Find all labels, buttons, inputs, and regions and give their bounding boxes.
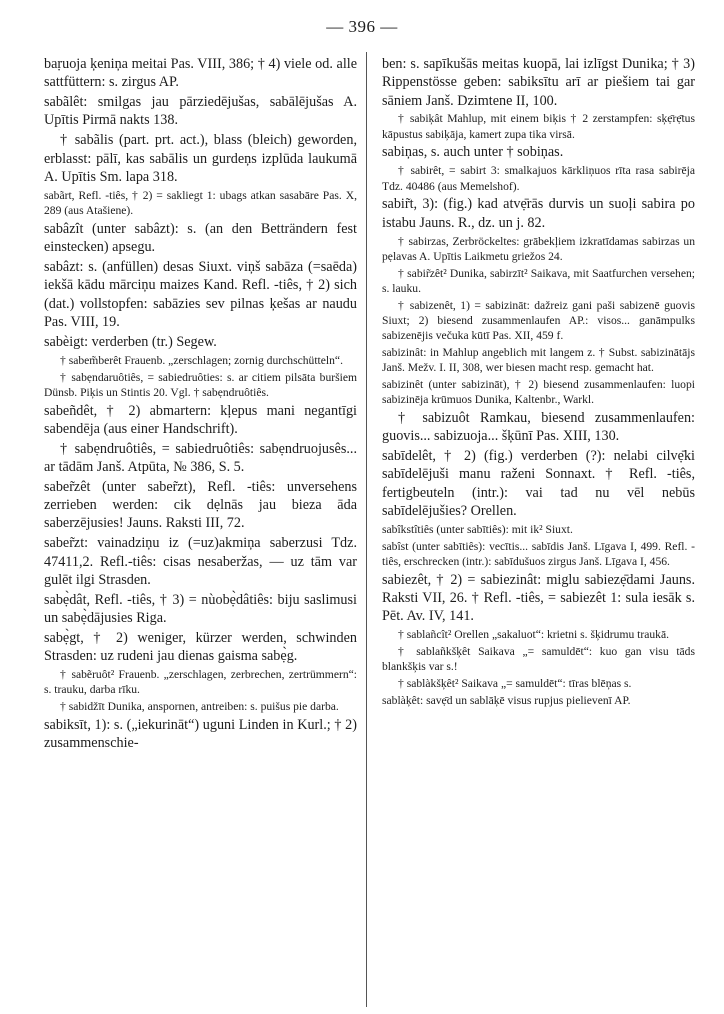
dictionary-entry: sabâzît (unter sabâzt): s. (an den Betträndern fest einstecken) apsegu. — [44, 220, 357, 256]
dictionary-entry: sabizinêt (unter sabizināt), † 2) biesend zusammenlaufen: luopi sabizinēja krūmuos Dunika, Kaltenbr., Warkl. — [382, 377, 695, 406]
dictionary-entry: sabiņas, s. auch unter † sobiņas. — [382, 144, 564, 161]
dictionary-entry: † sabem̃berêt Frauenb. „zerschlagen; zornig durchschütteln“. — [60, 353, 343, 367]
dictionary-entry: sabizinât: in Mahlup angeblich mit langem z. † Subst. sabizinātājs Janš. Mežv. I. II, 308, wer biesen macht resp. gemacht hat. — [382, 345, 695, 374]
dictionary-entry: baṛuoja ķeniņa meitai Pas. VIII, 386; † 4) viele od. alle sattfüttern: s. zirgus AP. — [44, 56, 357, 91]
dictionary-entry: † sabizenêt, 1) = sabizināt: dažreiz gani paši sabizenē guovis Siuxt; 2) biesend zusammenlaufen AP.: visos... ganāmpulks sabizenējis večuka kūtī Pas. XII, 459 f. — [382, 298, 695, 342]
dictionary-entry: saber̃zêt (unter saber̃zt), Refl. -tiês: unversehens zerrieben werden: cik dẹlnās jau bieza āda saberzējusies! Jauns. Raksti III, 72. — [44, 478, 357, 532]
page-number: — 396 — — [326, 17, 398, 36]
dictionary-entry: † sablañkšķêt Saikava „= samuldēt“: kuo gan visu tāds blankšķis var s.! — [382, 644, 695, 674]
dictionary-entry: sabãlêt: smilgas jau pārziedējušas, sabālējušas A. Upītis Pirmā nakts 138. — [44, 94, 357, 129]
left-column — [44, 55, 357, 754]
dictionary-entry: sabîkstîtiês (unter sabītiês): mit ik² Siuxt. — [382, 522, 573, 536]
dictionary-entry: ben: s. sapīkušās meitas kuopā, lai izlīgst Dunika; † 3) Rippenstösse geben: sabiksītu arī ar piešiem tai gar sāniem Janš. Dzimtene II, 100. — [382, 56, 695, 109]
dictionary-entry: † sabir̃zêt² Dunika, sabirzīt² Saikava, mit Saatfurchen versehen; s. lauku. — [382, 266, 695, 295]
dictionary-entry: saber̃zt: vainadziņu iz (=uz)akmiņa saberzusi Tdz. 47411,2. Refl.-tiês: cisas nesaberžas, — uz tām var gulēt ilgi Strasden. — [44, 535, 357, 588]
dictionary-entry: sabãrt, Refl. -tiês, † 2) = sakliegt 1: ubags atkan sasabāre Pas. X, 289 (aus Atašiene). — [44, 188, 357, 218]
dictionary-entry: † sabãlis (part. prt. act.), blass (bleich) geworden, erblasst: pālī, kas sabālis un gurdeņs izplūda laukumā A. Upītis Sm. lapa 318. — [44, 132, 357, 185]
dictionary-entry: † sablañcît² Orellen „sakaluot“: krietni s. šķidrumu traukā. — [398, 628, 670, 642]
dictionary-entry: sabiksīt, 1): s. („iekurināt“) uguni Linden in Kurl.; † 2) zusammenschie- — [44, 717, 357, 752]
dictionary-entry: † sabẽruôt² Frauenb. „zerschlagen, zerbrechen, zertrümmern“: s. trauku, darba rīku. — [44, 668, 357, 697]
dictionary-entry: sabâzt: s. (anfüllen) desas Siuxt. viņš sabāza (=saēda) iekšā kādu mārciņu maizes Kand. Refl. -tiês, † 2) sich (dat.) vollstopfen: sabāzies sev pilnas ķešas ar naudu Pas. VIII, 19. — [44, 259, 357, 330]
column-divider — [366, 52, 367, 1007]
dictionary-entry: † sablàkšķêt² Saikava „= samuldēt“: tīras blēņas s. — [398, 676, 632, 690]
dictionary-entry: † sabizuôt Ramkau, biesend zusammenlaufen: guovis... sabizuoja... šķūnī Pas. XIII, 130. — [382, 409, 695, 445]
dictionary-entry: sabẹ̀dât, Refl. -tiês, † 3) = nùobẹ̀dâtiês: biju saslimusi un sabẹ̀dājusies Riga. — [44, 591, 357, 627]
dictionary-entry: † sabiķât Mahlup, mit einem biķis † 2 zerstampfen: sķẹ̄rẹ̄tus kāpustus sabiķāja, kamert zupa tika virsā. — [382, 112, 695, 141]
dictionary-entry: sabèigt: verderben (tr.) Segew. — [44, 333, 217, 350]
dictionary-entry: sabīdelêt, † 2) (fig.) verderben (?): nelabi cilvẹ̄ki sabīdelējuši manu raženi Sonnaxt. † Refl. -tiês, fertigbeuteln (intr.): vai tad nu vēl nebūs sabīdelējušies? Orellen. — [382, 447, 695, 519]
dictionary-entry: † sabẹndruôtiês, = sabiedruôtiês: sabẹndruojusês... ar tādām Janš. Atpūta, № 386, S. 5. — [44, 440, 357, 475]
dictionary-entry: sabeñdêt, † 2) abmartern: kļepus mani negantīgi sabendēja (aus einer Handschrift). — [44, 402, 357, 437]
dictionary-entry: † sabẹndaruôtiês, = sabiedruôties: s. ar citiem pilsāta buršiem Dünsb. Piķis un Stintis 20. Vgl. † sabẹndruôtiês. — [44, 370, 357, 399]
dictionary-entry: sabẹ̀gt, † 2) weniger, kürzer werden, schwinden Strasden: uz rudeni jau dienas gaisma sabẹ̀g. — [44, 630, 357, 665]
dictionary-entry: sabîst (unter sabītiês): vecītis... sabīdis Janš. Līgava I, 499. Refl. -tiês, erschrecken (intr.): sabīdušuos zirgus Janš. Līgava I, 456. — [382, 539, 695, 568]
dictionary-entry: † sabirzas, Zerbröckeltes: grābekļiem izkratīdamas sabirzas un pẹlavas A. Upītis Laikmetu griežos 24. — [382, 234, 695, 263]
dictionary-entry: † sabirêt, = sabirt 3: smalkajuos kārkliņuos rīta rasa sabirēja Tdz. 40486 (aus Memelshof). — [382, 164, 695, 193]
dictionary-entry: sablàķêt: savẹ̄d un sablāķē visus rupjus pielievenī AP. — [382, 693, 631, 707]
dictionary-entry: † sabidžīt Dunika, anspornen, antreiben: s. puišus pie darba. — [60, 700, 339, 714]
dictionary-entry: sabir̃t, 3): (fig.) kad atvẹ̄rās durvis un suoļi sabira po istabu Jauns. R., dz. un j. 82. — [382, 196, 695, 231]
right-column — [382, 55, 695, 709]
dictionary-entry: sabiezêt, † 2) = sabiezinât: miglu sabiezẹ̄dami Jauns. Raksti VII, 26. † Refl. -tiês, = sabiezêt 1: sula iesāk s. Pēt. Av. IV, 141. — [382, 571, 695, 625]
